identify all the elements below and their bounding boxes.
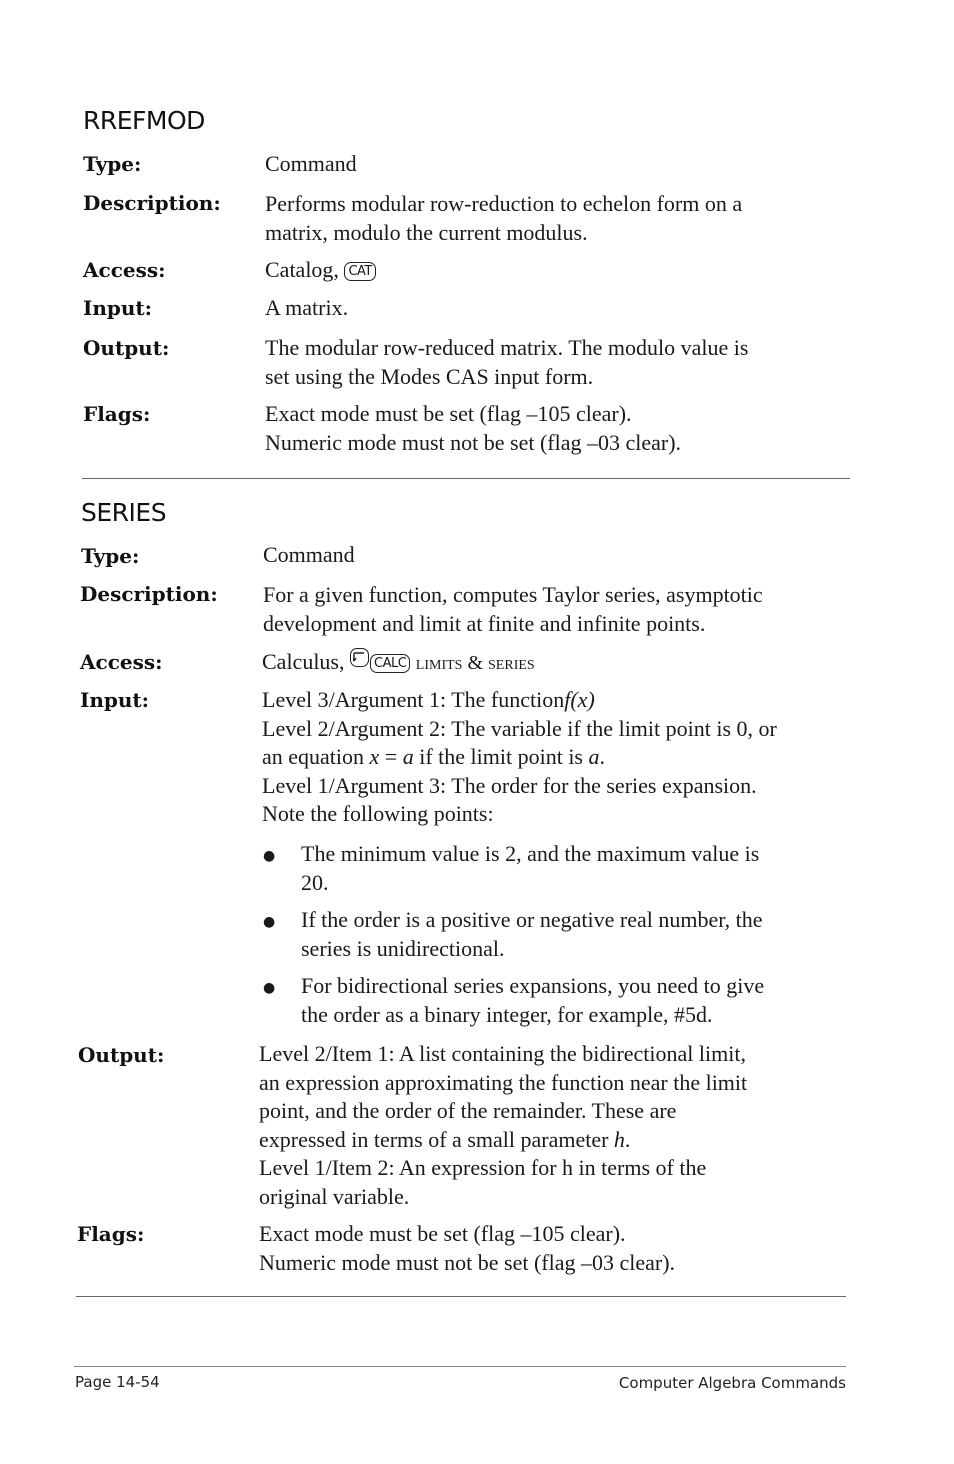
series-type-value: Command — [263, 542, 355, 567]
rrefmod-type-label: Type: — [83, 152, 142, 176]
rrefmod-access-label: Access: — [83, 258, 166, 282]
series-output: Level 2/Item 1: A list containing the bidirectional limit, an expression approximating the function near the limit point, and the order of the remainder. These are expressed in terms of a small parameter h. Level 1/Item 2: An expression for h in terms of the original variable. — [259, 1041, 748, 1209]
rrefmod-input-value: A matrix. — [265, 295, 349, 320]
series-heading: SERIES — [81, 498, 167, 527]
series-description-label: Description: — [80, 582, 218, 606]
rrefmod-input-label: Input: — [83, 296, 153, 320]
rrefmod-access: Catalog, CAT — [265, 256, 376, 285]
series-description: For a given function, computes Taylor series, asymptotic development and limit at finite and infinite points. — [263, 582, 763, 636]
rrefmod-type-value: Command — [265, 151, 357, 176]
series-flags: Exact mode must be set (flag –105 clear). Numeric mode must not be set (flag –03 clear). — [259, 1221, 676, 1275]
series-input-label: Input: — [80, 688, 150, 712]
rrefmod-flags-label: Flags: — [83, 402, 151, 426]
series-access-label: Access: — [80, 650, 163, 674]
bullet-icon: ● — [263, 914, 276, 930]
rrefmod-description-label: Description: — [83, 191, 221, 215]
calc-key-icon: CALC — [370, 654, 410, 673]
bullet-icon: ● — [263, 848, 276, 864]
series-bullet-3: For bidirectional series expansions, you need to give the order as a binary integer, for example, #5d. — [301, 973, 765, 1027]
cat-key-icon: CAT — [344, 262, 375, 281]
page-number: Page 14-54 — [75, 1373, 160, 1391]
series-output-label: Output: — [78, 1043, 165, 1067]
left-shift-key-icon — [350, 648, 369, 667]
chapter-title: Computer Algebra Commands — [618, 1374, 846, 1392]
rrefmod-description: Performs modular row-reduction to echelon form on a matrix, modulo the current modulus. — [265, 191, 743, 245]
rrefmod-heading: RREFMOD — [83, 106, 205, 135]
rrefmod-output-label: Output: — [83, 336, 170, 360]
series-flags-label: Flags: — [77, 1222, 145, 1246]
series-input: Level 3/Argument 1: The functionf(x) Level 2/Argument 2: The variable if the limit point is 0, or an equation x = a if the limit point is a. Level 1/Argument 3: The order for the series expansion. Note the following points: — [262, 687, 777, 826]
section-divider — [82, 478, 850, 479]
section-divider — [76, 1296, 846, 1297]
series-bullet-2: If the order is a positive or negative real number, the series is unidirectional. — [301, 907, 763, 961]
rrefmod-flags: Exact mode must be set (flag –105 clear). Numeric mode must not be set (flag –03 clear). — [265, 401, 682, 455]
footer-rule — [74, 1366, 846, 1367]
series-type-label: Type: — [81, 544, 140, 568]
series-bullet-1: The minimum value is 2, and the maximum value is 20. — [301, 841, 760, 895]
series-access: Calculus, CALC limits & series — [262, 649, 535, 674]
bullet-icon: ● — [263, 980, 276, 996]
rrefmod-output: The modular row-reduced matrix. The modulo value is set using the Modes CAS input form. — [265, 335, 749, 389]
